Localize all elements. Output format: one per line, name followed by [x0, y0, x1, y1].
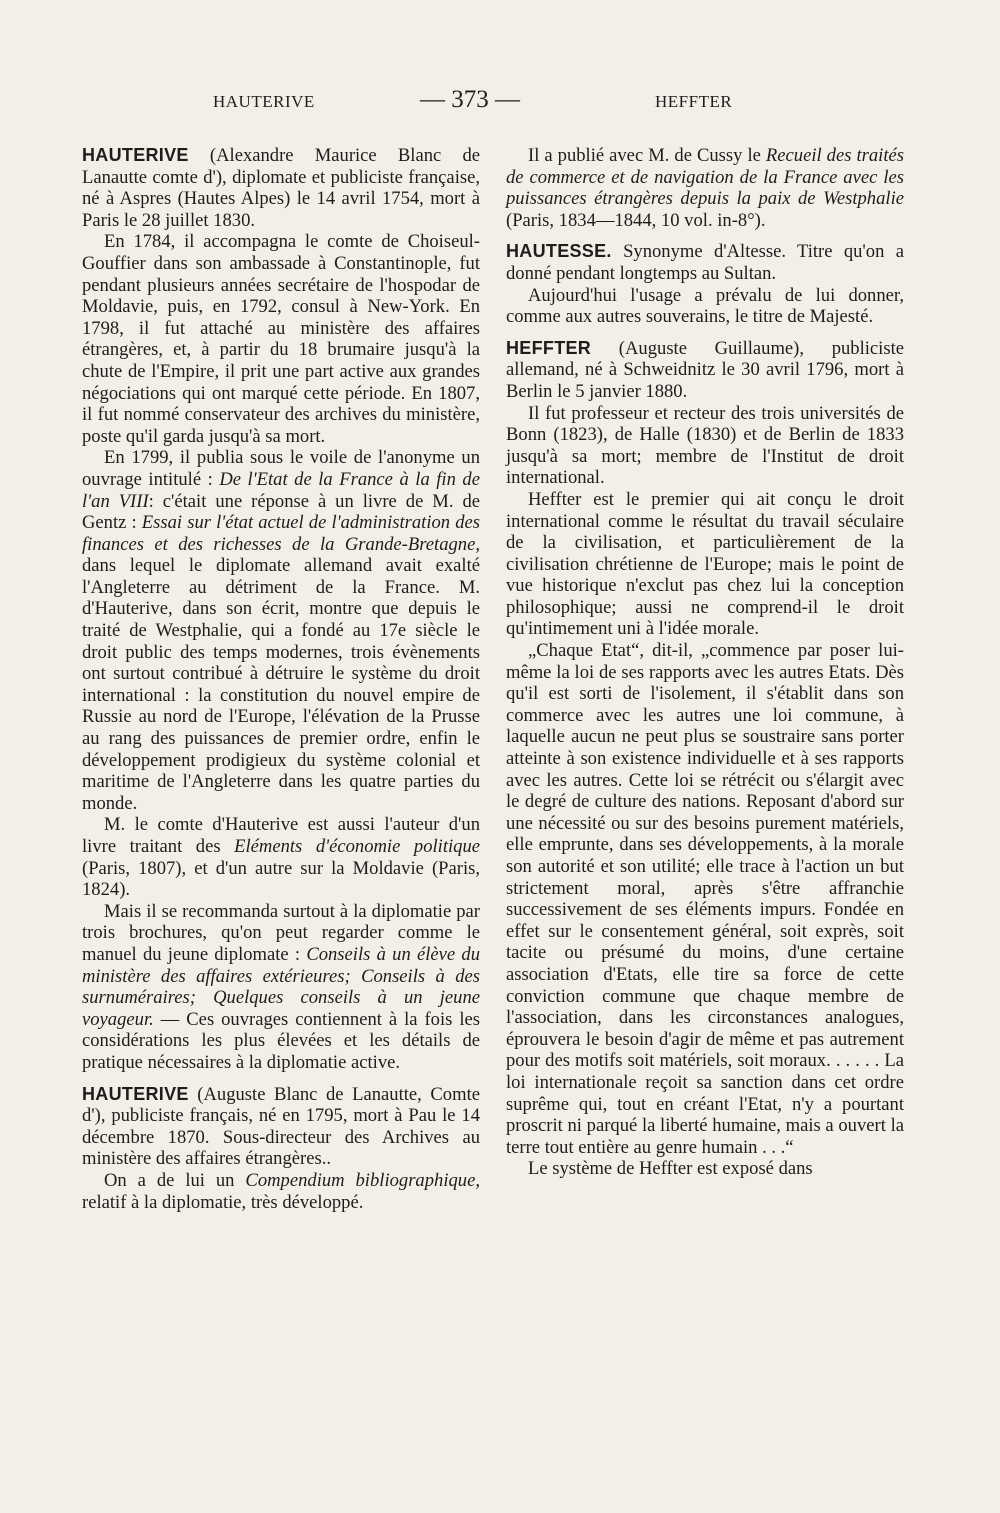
entry-hautesse: [506, 241, 904, 284]
header-left-word: HAUTERIVE: [213, 92, 315, 111]
text-run: Il a publié avec M. de Cussy le: [528, 145, 766, 166]
entry-headword: HAUTERIVE: [82, 145, 189, 165]
italic-title: Conseils à un élève du ministère des affaires extérieures; Conseils à des surnuméraires; Quelques conseils à un jeune voyageur.: [82, 943, 480, 1030]
paragraph: [82, 814, 480, 900]
entry-hauterive-alexandre: [82, 145, 480, 231]
italic-title: Compendium bibliographique,: [245, 1169, 480, 1191]
entry-headword: HEFFTER: [506, 337, 592, 358]
italic-title: Recueil des traités de commerce et de navigation de la France avec les puissances étrangères depuis la paix de Westphalie: [506, 145, 904, 210]
text-run: M. le comte d'Hauterive est aussi l'auteur d'un livre traitant des: [82, 814, 480, 857]
text-run: — Ces ouvrages contiennent à la fois les considérations les plus élevées et les détails de pratique nécessaires à la diplomatie active.: [82, 1008, 480, 1073]
running-header: [0, 86, 1000, 126]
entry-headword: HAUTERIVE: [82, 1083, 189, 1104]
left-column: [82, 145, 480, 1213]
text-run: : c'était une réponse à un livre de M. de Gentz :: [82, 490, 480, 534]
entry-heffter: [506, 338, 904, 403]
paragraph: Il fut professeur et recteur des trois universités de Bonn (1823), de Halle (1830) et de Berlin de 1833 jusqu'à sa mort; membre de l'Institut de droit international.: [506, 402, 904, 489]
italic-title: De l'Etat de la France à la fin de l'an VIII: [82, 468, 480, 512]
paragraph: [82, 901, 480, 1074]
paragraph: [82, 1170, 480, 1213]
entry-text: (Auguste Blanc de Lanautte, Comte d'), publiciste français, né en 1795, mort à Pau le 14 décembre 1870. Sous-directeur des Archives au ministère des affaires étrangères..: [82, 1083, 480, 1170]
italic-title: Eléments d'économie politique: [234, 836, 480, 857]
header-right-word: HEFFTER: [655, 92, 733, 111]
quotation-paragraph: „Chaque Etat“, dit-il, „commence par poser lui-même la loi de ses rapports avec les autres Etats. Dès qu'il est sorti de l'isolement, il s'établit dans son commerce avec les autres une loi commune, à laquelle aucun ne peut plus se soustraire sans porter atteinte à son existence individuelle et à ses rapports avec les autres. Cette loi se rétrécit ou s'élargit avec le degré de culture des nations. Reposant d'abord sur une nécessité ou sur des besoins purement matériels, elle emprunte, dans ses développements, à la morale son autorité et son utilité; elle trace à l'action un but strictement moral, après s'être affranchie successivement de ses éléments impurs. Fondée en effet sur le consentement général, soit exprès, soit tacite ou présumé du moins, d'une certaine association d'Etats, elle tire sa force de cette conviction commune que chaque membre de l'association, dans les circonstances analogues, éprouvera le besoin d'agir de même et pas autrement pour des motifs soit matériels, soit moraux. . . . . . La loi internationale reçoit sa sanction dans cet ordre suprême qui, tout en créant l'Etat, n'y a pourtant proscrit ni parqué la liberté humaine, mais a ouvert la terre tout entière au genre humain . . .“: [506, 640, 904, 1158]
paragraph: Le système de Heffter est exposé dans: [528, 1158, 813, 1180]
paragraph: [506, 145, 904, 231]
italic-title: Essai sur l'état actuel de l'administration des finances et des richesses de la Grande-Bretagne,: [82, 512, 480, 555]
text-run: (Paris, 1807), et d'un autre sur la Moldavie (Paris, 1824).: [82, 857, 480, 901]
entry-text: (Alexandre Maurice Blanc de Lanautte comte d'), diplomate et publiciste française, né à Aspres (Hautes Alpes) le 14 avril 1754, mort à Paris le 28 juillet 1830.: [82, 145, 480, 231]
paragraph: Aujourd'hui l'usage a prévalu de lui donner, comme aux autres souverains, le titre de Majesté.: [506, 284, 904, 328]
page-number: — 373 —: [420, 86, 520, 113]
entry-text: (Auguste Guillaume), publiciste allemand, né à Schweidnitz le 30 avril 1796, mort à Berlin le 5 janvier 1880.: [506, 337, 904, 402]
text-run: dans lequel le diplomate allemand avait exalté l'Angleterre au détriment de la France. M. d'Hauterive, dans son écrit, montre que depuis le traité de Westphalie, qui a fondé au 17e siècle le droit public des temps modernes, trois évènements ont surtout contribué à détruire le système du droit international : la constitution du nouvel empire de Russie au nord de l'Europe, l'élévation de la Prusse au rang des puissances de premier ordre, enfin le développement prodigieux du système colonial et maritime de l'Angleterre dans les quatre parties du monde.: [82, 555, 480, 814]
text-run: relatif à la diplomatie, très développé.: [82, 1191, 364, 1213]
right-column: [506, 145, 904, 1180]
paragraph: [82, 447, 480, 814]
entry-hauterive-auguste: [82, 1084, 480, 1170]
text-run: (Paris, 1834—1844, 10 vol. in-8°).: [506, 209, 766, 231]
paragraph: En 1784, il accompagna le comte de Choiseul-Gouffier dans son ambassade à Constantinople, fut pendant plusieurs années secrétaire de l'hospodar de Moldavie, puis, en 1792, consul à New-York. En 1798, il fut attaché au ministère des affaires étrangères, et, à partir du 18 brumaire jusqu'à la chute de l'Empire, il prit une part active aux grandes négociations qui ont marqué cette période. En 1807, il fut nommé conservateur des archives du ministère, poste qu'il garda jusqu'à sa mort.: [82, 231, 480, 447]
entry-text: Synonyme d'Altesse. Titre qu'on a donné pendant longtemps au Sultan.: [506, 241, 904, 284]
text-run: On a de lui un: [104, 1169, 246, 1191]
paragraph: Heffter est le premier qui ait conçu le droit international comme le résultat du travail séculaire de la civilisation, et particulièrement de la civilisation chrétienne de l'Europe; mais le point de vue historique n'exclut pas chez lui la conception philosophique; aussi ne comprend-il le droit qu'intimement uni à l'idée morale.: [506, 488, 904, 640]
text-run: Mais il se recommanda surtout à la diplomatie par trois brochures, qu'on peut regarder comme le manuel du jeune diplomate :: [82, 900, 480, 965]
text-run: En 1799, il publia sous le voile de l'anonyme un ouvrage intitulé :: [82, 447, 480, 490]
entry-headword: HAUTESSE.: [506, 241, 612, 262]
